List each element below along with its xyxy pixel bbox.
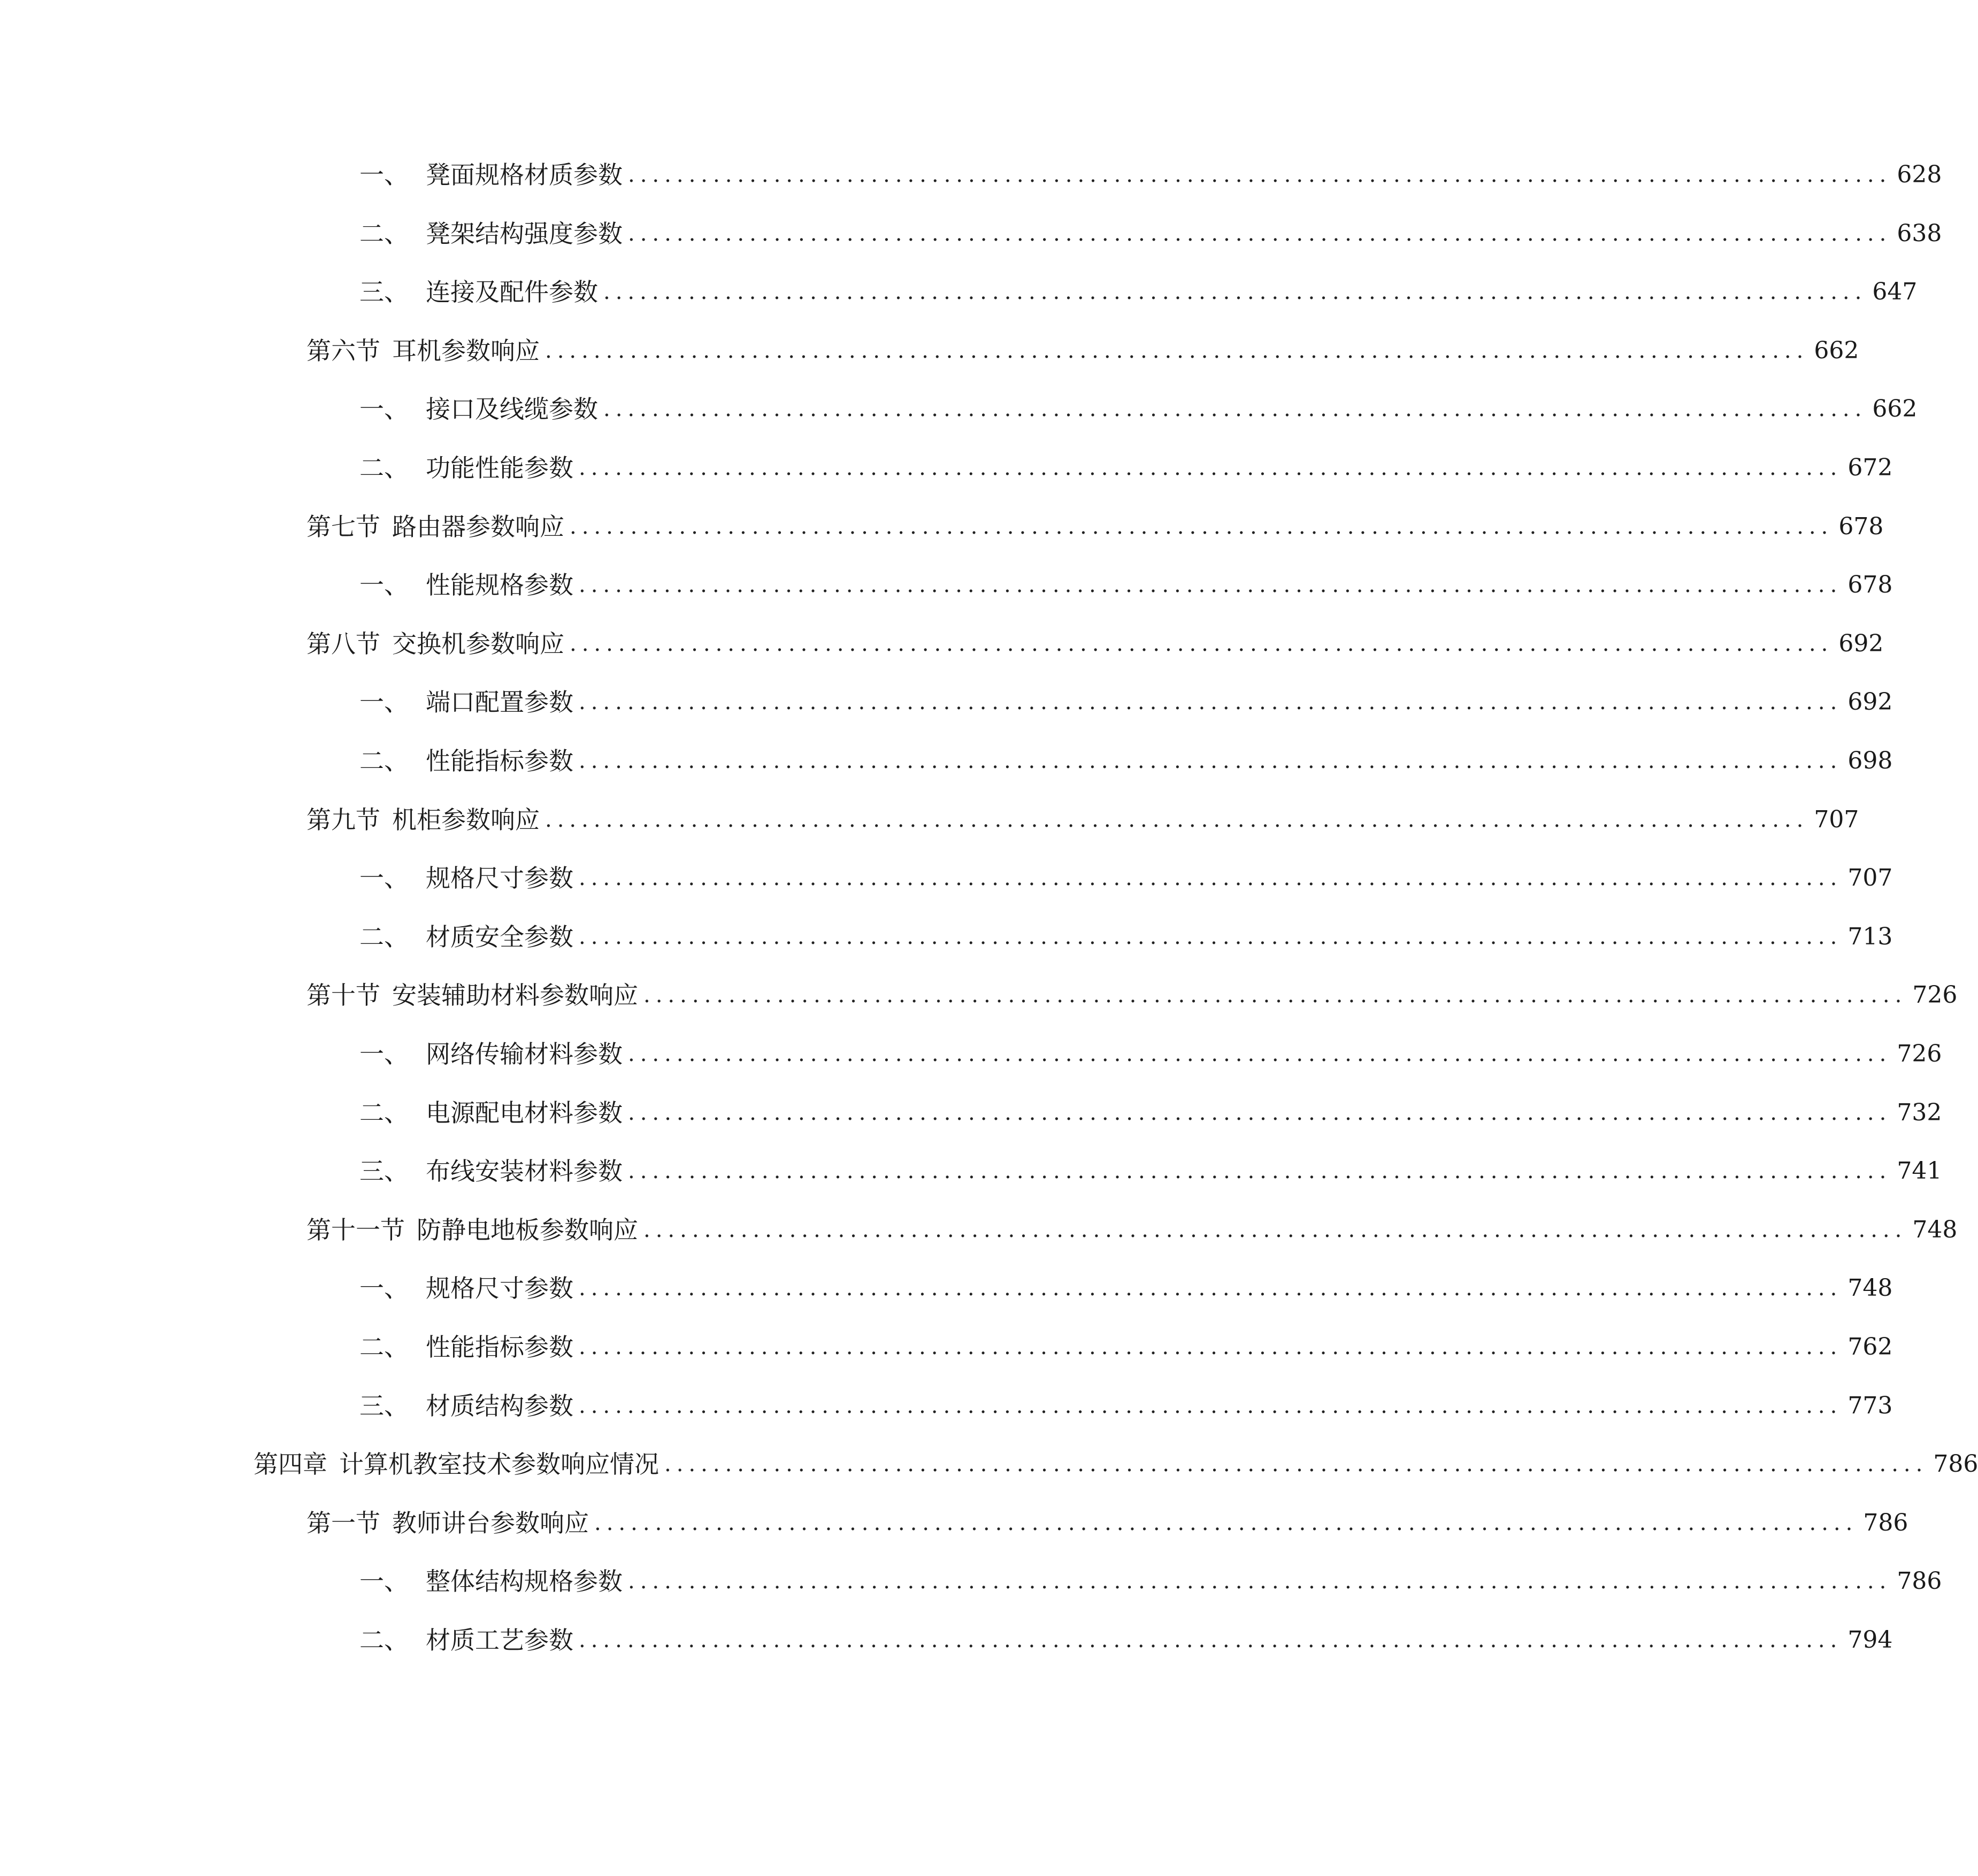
toc-entry-title: 接口及线缆参数 [426, 395, 598, 424]
toc-entry-number: 二、 [359, 1626, 409, 1655]
toc-page-number: 726 [1897, 1040, 1942, 1067]
toc-page-number: 726 [1912, 981, 1958, 1009]
toc-entry-number: 第十一节 [306, 1215, 405, 1244]
toc-page-number: 698 [1847, 747, 1893, 774]
toc-entry-title: 规格尺寸参数 [426, 1274, 573, 1303]
toc-entry-number: 一、 [359, 1567, 409, 1596]
toc-entry-number: 二、 [359, 453, 409, 482]
toc-page-number: 707 [1847, 864, 1893, 892]
toc-dot-leader: ........................................................................................................ [570, 631, 1834, 656]
toc-entry-title: 教师讲台参数响应 [392, 1508, 589, 1537]
toc-entry-number: 一、 [359, 160, 409, 189]
toc-entry[interactable] [306, 625, 1884, 663]
toc-page-number: 762 [1847, 1333, 1893, 1360]
toc-page-number: 662 [1872, 395, 1918, 423]
toc-entry-title: 耳机参数响应 [392, 336, 540, 365]
toc-entry-title: 网络传输材料参数 [426, 1040, 623, 1068]
toc-dot-leader: ........................................................................................................ [570, 514, 1834, 539]
toc-entry-label [359, 390, 598, 428]
toc-entry[interactable] [359, 918, 1893, 956]
toc-page-number: 713 [1847, 922, 1893, 950]
toc-entry-title: 防静电地板参数响应 [417, 1215, 638, 1244]
toc-entry-number: 三、 [359, 1391, 409, 1420]
toc-page-number: 786 [1863, 1509, 1908, 1536]
toc-page-number: 672 [1847, 454, 1893, 481]
toc-entry-label [306, 508, 564, 545]
toc-page-number: 678 [1847, 571, 1893, 599]
toc-entry-label [359, 1094, 623, 1132]
toc-entry-title: 材质工艺参数 [426, 1626, 573, 1655]
toc-dot-leader: ........................................................................................................ [579, 1393, 1843, 1418]
toc-page-number: 678 [1838, 512, 1884, 540]
toc-entry-title: 机柜参数响应 [392, 805, 540, 834]
toc-dot-leader: ........................................................................................................ [628, 163, 1892, 187]
toc-entry-title: 性能规格参数 [426, 571, 573, 600]
toc-entry[interactable] [359, 1621, 1893, 1659]
toc-entry-label [359, 918, 573, 956]
toc-dot-leader: ........................................................................................................ [603, 397, 1867, 422]
toc-entry-number: 一、 [359, 1040, 409, 1068]
toc-entry[interactable] [306, 801, 1859, 839]
toc-entry-title: 路由器参数响应 [392, 512, 564, 541]
toc-entry-number: 第六节 [306, 336, 380, 365]
toc-page-number: 786 [1933, 1450, 1978, 1478]
toc-entry-label [359, 566, 573, 604]
toc-entry-number: 第四章 [254, 1450, 327, 1479]
toc-entry-number: 第八节 [306, 629, 380, 658]
toc-entry-title: 安装辅助材料参数响应 [392, 981, 638, 1010]
toc-entry-title: 性能指标参数 [426, 1333, 573, 1362]
toc-dot-leader: ........................................................................................................ [628, 221, 1892, 246]
toc-entry-label [359, 1035, 623, 1073]
toc-entry-label [359, 156, 623, 194]
toc-dot-leader: ........................................................................................................ [579, 924, 1843, 949]
toc-entry-number: 一、 [359, 688, 409, 717]
toc-entry-label [359, 859, 573, 897]
toc-entry-label [359, 1270, 573, 1307]
toc-entry-title: 凳面规格材质参数 [426, 160, 623, 189]
toc-entry-number: 一、 [359, 571, 409, 600]
toc-entry-number: 二、 [359, 747, 409, 775]
toc-dot-leader: ........................................................................................................ [579, 690, 1843, 715]
toc-entry-label [306, 801, 540, 839]
toc-entry-label [359, 273, 598, 311]
toc-dot-leader: ........................................................................................................ [664, 1452, 1928, 1477]
toc-entry-title: 材质结构参数 [426, 1391, 573, 1420]
toc-entry[interactable] [359, 1387, 1893, 1425]
toc-entry-label [359, 1387, 573, 1425]
toc-dot-leader: ........................................................................................................ [579, 866, 1843, 891]
toc-entry-label [306, 977, 638, 1014]
toc-entry[interactable] [359, 566, 1893, 604]
toc-page-number: 662 [1814, 336, 1859, 364]
toc-entry-title: 计算机教室技术参数响应情况 [339, 1450, 659, 1479]
toc-entry-number: 一、 [359, 1274, 409, 1303]
toc-entry[interactable] [359, 742, 1893, 780]
toc-entry[interactable] [359, 1035, 1942, 1073]
toc-entry-title: 电源配电材料参数 [426, 1098, 623, 1127]
toc-dot-leader: ........................................................................................................ [545, 338, 1809, 363]
toc-entry[interactable] [359, 215, 1942, 252]
toc-page-number: 692 [1847, 688, 1893, 716]
toc-dot-leader: ........................................................................................................ [579, 749, 1843, 773]
toc-page-number: 748 [1847, 1274, 1893, 1302]
toc-dot-leader: ........................................................................................................ [579, 1335, 1843, 1359]
toc-entry-number: 二、 [359, 219, 409, 248]
toc-page-number: 773 [1847, 1391, 1893, 1419]
toc-entry[interactable] [359, 1152, 1942, 1190]
toc-dot-leader: ........................................................................................................ [628, 1100, 1892, 1125]
toc-entry[interactable] [359, 1328, 1893, 1366]
toc-entry[interactable] [359, 390, 1918, 428]
toc-entry[interactable] [306, 508, 1884, 545]
toc-entry[interactable] [359, 859, 1893, 897]
toc-entry[interactable] [359, 1563, 1942, 1600]
toc-entry[interactable] [359, 156, 1942, 194]
toc-dot-leader: ........................................................................................................ [579, 573, 1843, 598]
toc-entry-label [306, 1504, 589, 1542]
toc-entry-label [359, 1563, 623, 1600]
toc-entry-number: 第九节 [306, 805, 380, 834]
toc-entry[interactable] [359, 273, 1918, 311]
toc-entry-title: 规格尺寸参数 [426, 864, 573, 893]
toc-dot-leader: ........................................................................................................ [603, 280, 1867, 305]
toc-entry-number: 一、 [359, 395, 409, 424]
toc-page-number: 748 [1912, 1216, 1958, 1243]
toc-page-number: 786 [1897, 1567, 1942, 1595]
toc-entry-number: 二、 [359, 922, 409, 951]
toc-entry-number: 一、 [359, 864, 409, 893]
toc-entry[interactable] [359, 449, 1893, 487]
toc-entry-title: 布线安装材料参数 [426, 1157, 623, 1186]
toc-page-number: 638 [1897, 219, 1942, 247]
toc-entry-label [359, 449, 573, 487]
toc-entry-label [306, 625, 564, 663]
toc-entry[interactable] [306, 1211, 1958, 1249]
toc-entry[interactable] [306, 977, 1958, 1014]
toc-entry-number: 二、 [359, 1333, 409, 1362]
toc-page-number: 628 [1897, 161, 1942, 188]
toc-dot-leader: ........................................................................................................ [545, 807, 1809, 832]
toc-entry-title: 端口配置参数 [426, 688, 573, 717]
toc-entry-number: 第十节 [306, 981, 380, 1010]
toc-entry-number: 第七节 [306, 512, 380, 541]
toc-entry[interactable] [254, 1446, 1978, 1483]
toc-dot-leader: ........................................................................................................ [643, 1217, 1907, 1242]
toc-entry-number: 三、 [359, 1157, 409, 1186]
toc-entry[interactable] [306, 1504, 1908, 1542]
toc-entry-label [359, 1621, 573, 1659]
toc-entry-label [306, 332, 540, 370]
toc-page-number: 741 [1897, 1157, 1942, 1185]
toc-dot-leader: ........................................................................................................ [579, 1628, 1843, 1652]
toc-page-number: 732 [1897, 1098, 1942, 1126]
toc-entry-title: 性能指标参数 [426, 747, 573, 775]
toc-entry-label [359, 683, 573, 721]
toc-page-number: 794 [1847, 1626, 1893, 1654]
toc-entry[interactable] [359, 1094, 1942, 1132]
toc-page-number: 707 [1814, 805, 1859, 833]
toc-dot-leader: ........................................................................................................ [579, 1276, 1843, 1301]
toc-entry-label [359, 742, 573, 780]
toc-entry-title: 交换机参数响应 [392, 629, 564, 658]
toc-entry[interactable] [306, 332, 1859, 370]
toc-page-number: 647 [1872, 278, 1918, 306]
toc-entry-label [306, 1211, 638, 1249]
toc-entry-number: 三、 [359, 278, 409, 307]
toc-entry-title: 连接及配件参数 [426, 278, 598, 307]
toc-entry[interactable] [359, 683, 1893, 721]
toc-dot-leader: ........................................................................................................ [594, 1510, 1858, 1535]
toc-entry-title: 材质安全参数 [426, 922, 573, 951]
toc-entry[interactable] [359, 1270, 1893, 1307]
toc-entry-label [359, 1152, 623, 1190]
toc-entry-title: 凳架结构强度参数 [426, 219, 623, 248]
toc-entry-label [254, 1446, 659, 1483]
toc-entry-label [359, 1328, 573, 1366]
toc-entry-label [359, 215, 623, 252]
toc-entry-title: 整体结构规格参数 [426, 1567, 623, 1596]
toc-page-number: 692 [1838, 629, 1884, 657]
toc-entry-number: 二、 [359, 1098, 409, 1127]
toc-dot-leader: ........................................................................................................ [579, 456, 1843, 480]
toc-dot-leader: ........................................................................................................ [628, 1042, 1892, 1066]
toc-entry-number: 第一节 [306, 1508, 380, 1537]
toc-dot-leader: ........................................................................................................ [643, 983, 1907, 1008]
toc-dot-leader: ........................................................................................................ [628, 1159, 1892, 1184]
toc-dot-leader: ........................................................................................................ [628, 1569, 1892, 1594]
toc-entry-title: 功能性能参数 [426, 453, 573, 482]
